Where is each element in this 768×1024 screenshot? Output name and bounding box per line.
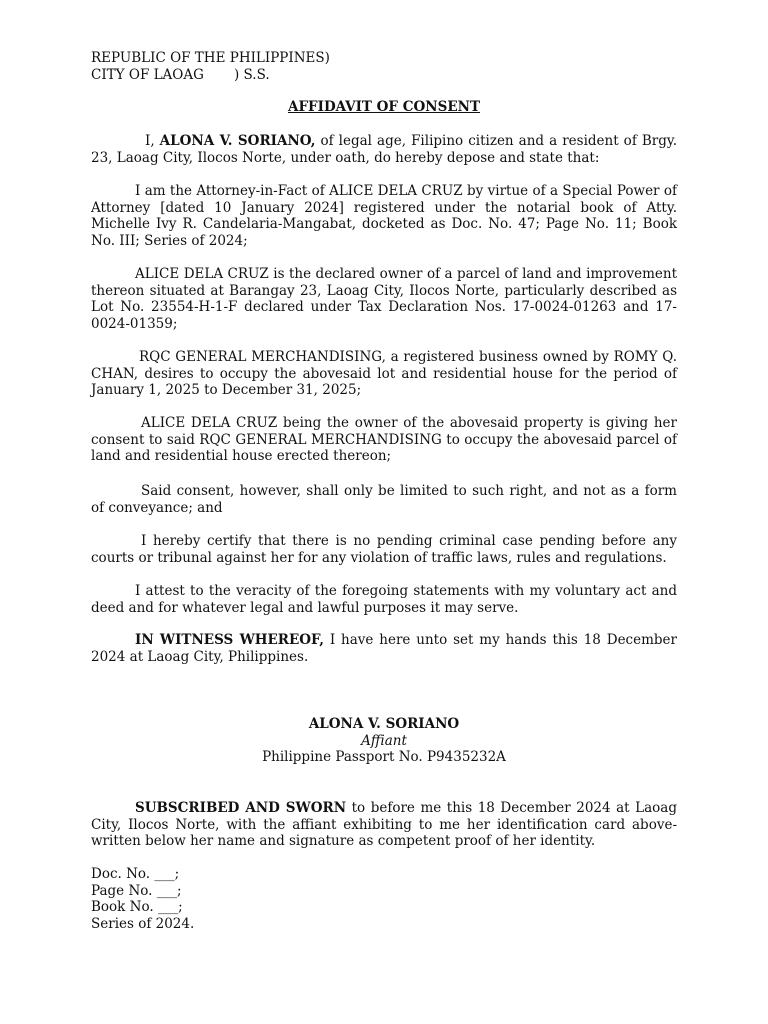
paragraph-text: I attest to the veracity of the foregoing statements with my voluntary act and deed and for whatever legal and lawful purposes it may serve. — [91, 583, 677, 616]
witness-bold: IN WITNESS WHEREOF, — [135, 632, 324, 648]
jurat-bold: SUBSCRIBED AND SWORN — [135, 800, 347, 816]
paragraph-text: I am the Attorney-in-Fact of ALICE DELA CRUZ by virtue of a Special Power of Attorney [dated 10 January 2024] registered under the notarial book of Atty. Michelle Ivy R. Candelaria-Mangabat, docketed as Doc. No. 47; Page No. 11; Book No. III; Series of 2024; — [91, 183, 677, 249]
paragraph-attestation — [91, 583, 677, 616]
venue-block — [91, 50, 330, 83]
intro-paragraph — [91, 133, 677, 166]
venue-line-city: CITY OF LAOAG ) S.S. — [91, 66, 270, 83]
affiant-name: ALONA V. SORIANO — [308, 716, 460, 732]
paragraph-consent — [91, 415, 677, 465]
affiant-name-inline: ALONA V. SORIANO, — [159, 133, 316, 149]
registry-page-no: Page No. ___; — [91, 882, 182, 899]
notarial-registry — [91, 866, 194, 932]
registry-book-no: Book No. ___; — [91, 899, 183, 916]
signature-block — [0, 716, 768, 766]
registry-series: Series of 2024. — [91, 915, 195, 932]
venue-line-republic: REPUBLIC OF THE PHILIPPINES) — [91, 50, 330, 66]
jurat-rest: to before me this 18 December 2024 at Laoag City, Ilocos Norte, with the affiant exhibiting to me her identification card above-written below her name and signature as competent proof of her identity. — [91, 800, 677, 850]
paragraph-text: RQC GENERAL MERCHANDISING, a registered business owned by ROMY Q. CHAN, desires to occupy the abovesaid lot and residential house for the period of January 1, 2025 to December 31, 2025; — [91, 349, 677, 399]
affiant-role: Affiant — [361, 732, 407, 749]
intro-pre: I, — [145, 133, 160, 149]
document-title: AFFIDAVIT OF CONSENT — [287, 99, 480, 115]
witness-paragraph — [91, 632, 677, 665]
paragraph-text: I hereby certify that there is no pending criminal case pending before any courts or tribunal against her for any violation of traffic laws, rules and regulations. — [91, 533, 677, 566]
jurat-paragraph — [91, 800, 677, 850]
paragraph-attorney-in-fact — [91, 183, 677, 249]
paragraph-ownership — [91, 266, 677, 332]
paragraph-limitation — [91, 483, 677, 516]
paragraph-text: ALICE DELA CRUZ is the declared owner of a parcel of land and improvement thereon situated at Barangay 23, Laoag City, Ilocos Norte, particularly described as Lot No. 23554-H-1-F declared under Tax Declaration Nos. 17-0024-01263 and 17-0024-01359; — [91, 266, 677, 332]
paragraph-certification — [91, 533, 677, 566]
witness-rest: I have here unto set my hands this 18 December 2024 at Laoag City, Philippines. — [91, 632, 677, 665]
paragraph-text: ALICE DELA CRUZ being the owner of the abovesaid property is giving her consent to said RQC GENERAL MERCHANDISING to occupy the abovesaid parcel of land and residential house erected thereon; — [91, 415, 677, 465]
registry-doc-no: Doc. No. ___; — [91, 866, 180, 882]
paragraph-text: Said consent, however, shall only be limited to such right, and not as a form of conveyance; and — [91, 483, 677, 516]
affiant-passport: Philippine Passport No. P9435232A — [262, 749, 506, 766]
paragraph-occupancy — [91, 349, 677, 399]
intro-rest: of legal age, Filipino citizen and a resident of Brgy. 23, Laoag City, Ilocos Norte, under oath, do hereby depose and state that: — [91, 133, 677, 166]
